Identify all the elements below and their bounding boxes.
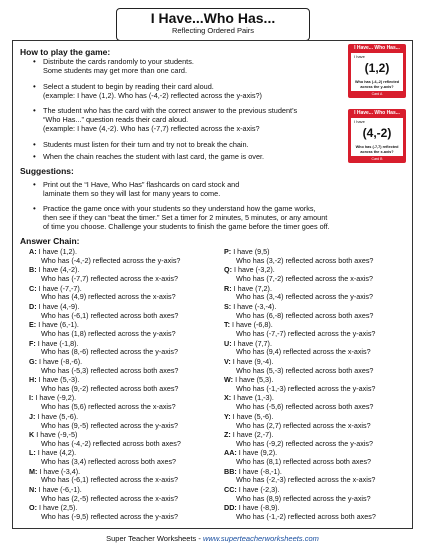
answer-letter: O: [29, 503, 37, 513]
suggestion-line: then see if they can “beat the timer.” Set a timer for 2 minutes, 5 minutes, or any amount [43, 213, 328, 223]
answer-letter: W: [224, 375, 234, 385]
answer-have: I have (-9,-5) [36, 430, 78, 439]
answer-who: Who has (-7,-7) reflected across the y-axis? [236, 329, 376, 338]
answer-who: Who has (6,-8) reflected across both axes? [236, 310, 374, 320]
how-to-line: Distribute the cards randomly to your students. [43, 57, 194, 66]
answer-who: Who has (-5,6) reflected across both axes? [236, 402, 374, 412]
suggestions-heading: Suggestions: [20, 166, 74, 176]
answer-have: I have (4,2). [37, 448, 77, 458]
card-value: (4,-2) [362, 126, 392, 140]
answer-who: Who has (-2,-3) reflected across the x-axis? [236, 475, 376, 485]
card-have: I have [354, 119, 365, 124]
answer-have: I have (2,-7). [232, 430, 274, 439]
answer-letter: U: [224, 338, 232, 348]
answer-who: Who has (1,8) reflected across the y-axis? [41, 329, 176, 338]
answer-have: I have (-3,-4). [233, 301, 277, 311]
answer-letter: E: [29, 320, 37, 330]
answer-letter: L: [29, 448, 36, 458]
how-to-heading: How to play the game: [20, 47, 111, 57]
answer-have: I have (1,-3). [233, 393, 274, 403]
answer-who: Who has (2,7) reflected across the x-axis? [236, 420, 371, 430]
suggestion-line: Practice the game once with your students so they understand how the game works, [43, 204, 316, 213]
answer-letter: R: [224, 283, 232, 293]
answer-who: Who has (4,9) reflected across the x-axis? [41, 292, 176, 302]
answer-who: Who has (2,-5) reflected across the x-axis? [41, 493, 179, 503]
answer-letter: P: [224, 247, 232, 256]
answer-who: Who has (3,-2) reflected across both axes? [236, 255, 374, 265]
answer-letter: A: [29, 247, 37, 256]
answer-letter: Y: [224, 411, 231, 421]
answer-who: Who has (8,9) reflected across the y-axis? [236, 493, 371, 503]
answer-letter: V: [224, 356, 231, 366]
bullet-dot: • [33, 151, 36, 161]
answer-letter: H: [29, 375, 37, 385]
card-have: I have [354, 54, 365, 59]
answer-letter: BB: [224, 466, 237, 476]
answer-letter: DD: [224, 503, 237, 513]
answer-letter: Q: [224, 265, 232, 275]
how-to-line: Some students may get more than one card. [43, 66, 187, 76]
answer-who: Who has (8,1) reflected across both axes? [236, 457, 372, 467]
answer-have: I have (5,3). [235, 375, 274, 385]
answer-letter: Z: [224, 430, 231, 439]
answer-letter: M: [29, 466, 38, 476]
answer-who: Who has (-1,-2) reflected across both axes? [236, 512, 376, 521]
answer-who: Who has (-5,3) reflected across both axes? [41, 365, 179, 375]
answer-have: I have (6,-1). [38, 320, 79, 330]
answer-have: I have (-6,8). [232, 320, 273, 330]
how-to-line: (example: I have (4,-2). Who has (-7,7) reflected across the x-axis? [43, 124, 260, 134]
title-box [116, 8, 310, 41]
answer-who: Who has (8,-6) reflected across the y-axis? [41, 347, 179, 357]
answer-letter: X: [224, 393, 232, 403]
how-to-line: Select a student to begin by reading their card aloud. [43, 82, 214, 91]
answer-letter: S: [224, 301, 232, 311]
answer-have: I have (-3,4). [39, 466, 81, 476]
answer-letter: I: [29, 393, 34, 403]
card-value: (1,2) [364, 61, 390, 75]
answer-have: I have (-8,-1). [238, 466, 282, 476]
card-question: Who has (-7,7) reflected across the x-axis? [355, 145, 399, 154]
answer-who: Who has (-4,-2) reflected across both axes? [41, 438, 181, 448]
bullet-dot: • [33, 105, 36, 115]
answer-who: Who has (-1,-3) reflected across the y-axis? [236, 383, 376, 393]
answer-letter: C: [29, 283, 37, 293]
bullet-dot: • [33, 179, 36, 189]
answer-who: Who has (-6,1) reflected across both axes? [41, 310, 179, 320]
suggestion-line: Print out the “I Have, Who Has” flashcards on card stock and [43, 180, 240, 189]
answer-have: I have (-1,8). [37, 338, 79, 348]
answer-who: Who has (-4,-2) reflected across the y-axis? [41, 255, 181, 265]
answer-who: Who has (9,-2) reflected across both axes? [41, 383, 179, 393]
answer-have: I have (-8,9). [238, 503, 280, 513]
answer-item [224, 413, 273, 422]
answer-letter: K [29, 430, 35, 439]
bullet-dot: • [33, 139, 36, 149]
card-body [351, 118, 403, 156]
answer-have: I have (-7,-7). [38, 283, 82, 293]
how-to-line: When the chain reaches the student with last card, the game is over. [43, 152, 265, 161]
footer [0, 534, 425, 543]
answer-have: I have (2,5). [38, 503, 78, 513]
answer-who: Who has (9,4) reflected across the x-axis? [236, 347, 371, 357]
page-title: I Have...Who Has... [150, 10, 276, 26]
card-body [351, 53, 403, 91]
answer-item [29, 413, 78, 422]
answer-have: I have (7,7). [233, 338, 272, 348]
page-subtitle: Reflecting Ordered Pairs [171, 26, 255, 35]
answer-chain-heading: Answer Chain: [20, 236, 80, 246]
answer-who: Who has (-7,7) reflected across the x-axis? [41, 274, 179, 284]
footer-text: Super Teacher Worksheets - [106, 534, 203, 543]
bullet-dot: • [33, 203, 36, 213]
suggestion-line: of time you choose. Challenge your students to finish the game before the timer goes off. [43, 222, 330, 232]
answer-letter: G: [29, 356, 37, 366]
answer-have: I have (4,-9). [38, 301, 80, 311]
footer-url[interactable]: www.superteacherworksheets.com [202, 534, 319, 543]
example-card [348, 44, 406, 98]
answer-letter: CC: [224, 484, 237, 494]
answer-who: Who has (5,-3) reflected across both axes? [236, 365, 374, 375]
answer-have: I have (5,-6). [37, 411, 79, 421]
answer-who: Who has (5,6) reflected across the x-axis? [41, 402, 176, 412]
bullet-dot: • [33, 56, 36, 66]
answer-have: I have (5,-3). [38, 375, 80, 385]
card-title: I Have... Who Has... [354, 110, 400, 116]
answer-have: I have (9,-4). [232, 356, 274, 366]
card-footer: Card B [371, 157, 383, 161]
answer-who: Who has (3,4) reflected across both axes? [41, 457, 177, 467]
answer-have: I have (7,2). [233, 283, 272, 293]
answer-who: Who has (-9,2) reflected across the y-axis? [236, 438, 374, 448]
answer-have: I have (-3,2). [233, 265, 275, 275]
answer-letter: D: [29, 301, 37, 311]
card-title: I Have... Who Has... [354, 45, 400, 51]
card-question: Who has (-4,-2) reflected across the y-axis? [354, 80, 400, 89]
how-to-line: Students must listen for their turn and try not to break the chain. [43, 140, 249, 149]
answer-have: I have (4,-2). [38, 265, 80, 275]
answer-letter: T: [224, 320, 230, 330]
answer-have: I have (-6,-1). [38, 484, 82, 494]
answer-have: I have (-9,2). [35, 393, 77, 403]
answer-have: I have (9,5) [233, 247, 270, 256]
answer-have: I have (-2,3). [238, 484, 280, 494]
answer-who: Who has (-9,5) reflected across the y-axis? [41, 512, 179, 521]
answer-who: Who has (7,-2) reflected across the x-axis? [236, 274, 374, 284]
suggestion-line: laminate them so they will last for many years to come. [43, 189, 221, 199]
answer-letter: J: [29, 411, 36, 421]
how-to-line: “Who Has...” question reads their card aloud. [43, 115, 189, 125]
bullet-dot: • [33, 81, 36, 91]
answer-letter: N: [29, 484, 37, 494]
answer-who: Who has (-6,1) reflected across the x-axis? [41, 475, 179, 485]
answer-have: I have (9,2). [238, 448, 278, 458]
how-to-line: (example: I have (1,2). Who has (-4,-2) reflected across the y-axis?) [43, 91, 262, 101]
answer-have: I have (5,-6). [232, 411, 274, 421]
answer-letter: F: [29, 338, 36, 348]
answer-letter: AA: [224, 448, 237, 458]
how-to-line: The student who has the card with the correct answer to the previous student’s [43, 106, 298, 115]
example-card [348, 109, 406, 163]
answer-have: I have (1,2). [38, 247, 77, 256]
answer-who: Who has (9,-5) reflected across the y-axis? [41, 420, 179, 430]
answer-who: Who has (3,-4) reflected across the y-axis? [236, 292, 374, 302]
card-footer: Card A [371, 92, 383, 96]
answer-have: I have (-8,-6). [38, 356, 83, 366]
answer-letter: B: [29, 265, 37, 275]
